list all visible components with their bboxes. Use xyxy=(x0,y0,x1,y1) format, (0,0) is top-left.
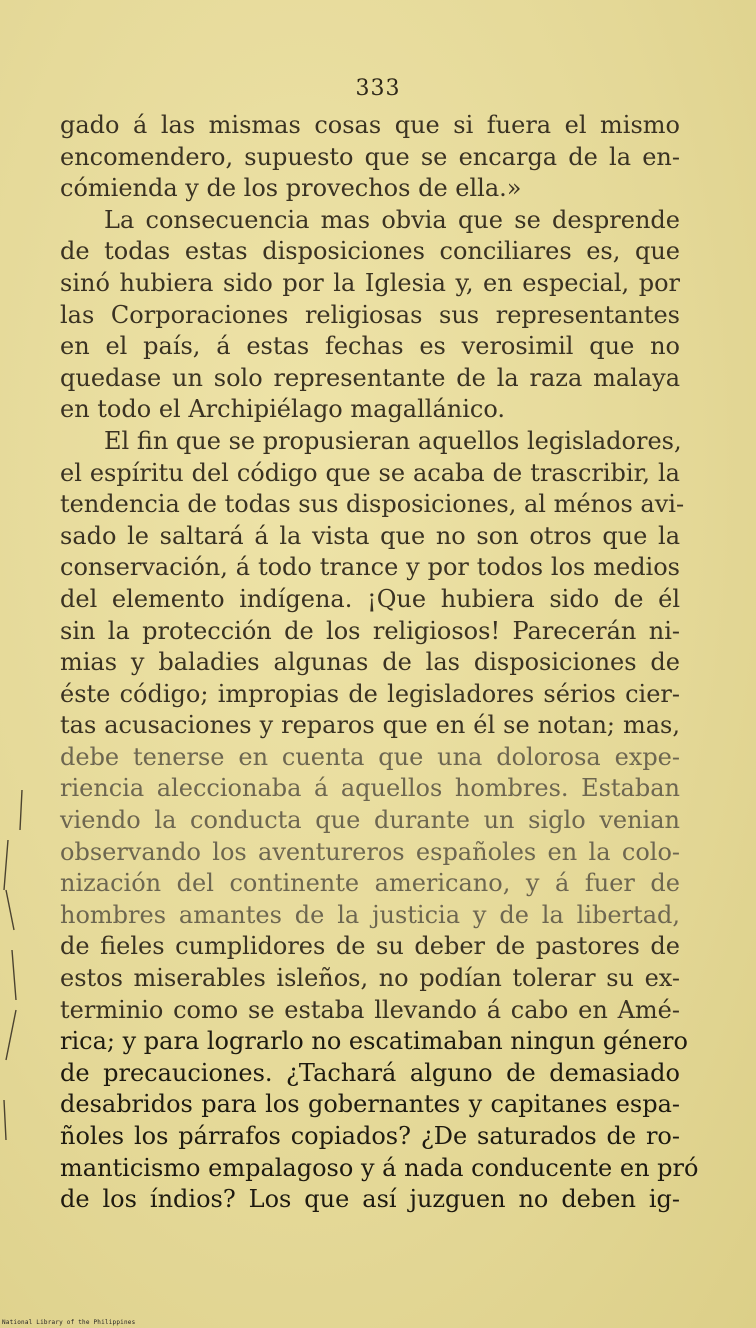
text-line: de fieles cumplidores de su deber de pastores de xyxy=(60,932,680,961)
text-line: debe tenerse en cuenta que una dolorosa expe- xyxy=(60,742,680,771)
text-line: las Corporaciones religiosas sus representantes xyxy=(60,300,680,329)
text-line: en todo el Archipiélago magallánico. xyxy=(60,395,506,424)
text-line: conservación, á todo trance y por todos los medios xyxy=(60,553,680,582)
text-line: tas acusaciones y reparos que en él se notan; mas, xyxy=(60,711,680,740)
text-line: terminio como se estaba llevando á cabo en Amé- xyxy=(60,995,680,1024)
text-line: observando los aventureros españoles en la colo- xyxy=(60,837,680,866)
text-line: encomendero, supuesto que se encarga de la en- xyxy=(60,142,680,171)
text-line: mias y baladies algunas de las disposiciones de xyxy=(60,648,680,677)
text-line: del elemento indígena. ¡Que hubiera sido de él xyxy=(60,584,680,613)
text-line: de todas estas disposiciones conciliares es, que xyxy=(60,237,680,266)
text-line: riencia aleccionaba á aquellos hombres. Estaban xyxy=(60,774,680,803)
text-line: de precauciones. ¿Tachará alguno de demasiado xyxy=(60,1058,680,1087)
text-line: sinó hubiera sido por la Iglesia y, en especial, por xyxy=(60,268,680,297)
paragraph-start-line: El fin que se propusieran aquellos legisladores, xyxy=(104,426,682,455)
paragraph-start-line: La consecuencia mas obvia que se desprende xyxy=(104,205,680,234)
text-line: de los índios? Los que así juzguen no deben ig- xyxy=(60,1185,680,1214)
text-line: ñoles los párrafos copiados? ¿De saturados de ro- xyxy=(60,1122,680,1150)
text-line: quedase un solo representante de la raza malaya xyxy=(60,363,680,392)
text-line: hombres amantes de la justicia y de la libertad, xyxy=(60,900,680,929)
text-line: sin la protección de los religiosos! Parecerán ni- xyxy=(60,616,680,645)
text-line: rica; y para lograrlo no escatimaban ningun género xyxy=(60,1027,688,1056)
body-text xyxy=(60,110,699,1216)
text-line: nización del continente americano, y á fuer de xyxy=(60,869,680,898)
text-line: sado le saltará á la vista que no son otros que la xyxy=(60,521,680,550)
text-line: gado á las mismas cosas que si fuera el mismo xyxy=(60,111,680,139)
text-line: cómienda y de los provechos de ella.» xyxy=(60,174,522,203)
text-line: manticismo empalagoso y á nada conducente en pró xyxy=(60,1153,699,1182)
text-line: viendo la conducta que durante un siglo venian xyxy=(60,806,680,835)
text-line: en el país, á estas fechas es verosimil que no xyxy=(60,332,680,361)
text-line: tendencia de todas sus disposiciones, al ménos avi- xyxy=(60,490,685,519)
text-line: éste código; impropias de legisladores sérios cier- xyxy=(60,679,680,708)
footer-credit: National Library of the Philippines xyxy=(2,1319,136,1326)
page-number: 333 xyxy=(355,76,401,101)
text-line: desabridos para los gobernantes y capitanes espa- xyxy=(60,1090,680,1119)
text-line: el espíritu del código que se acaba de trascribir, la xyxy=(60,458,680,487)
margin-pencil-mark xyxy=(0,770,40,1170)
text-line: estos miserables isleños, no podían tolerar su ex- xyxy=(60,964,680,993)
